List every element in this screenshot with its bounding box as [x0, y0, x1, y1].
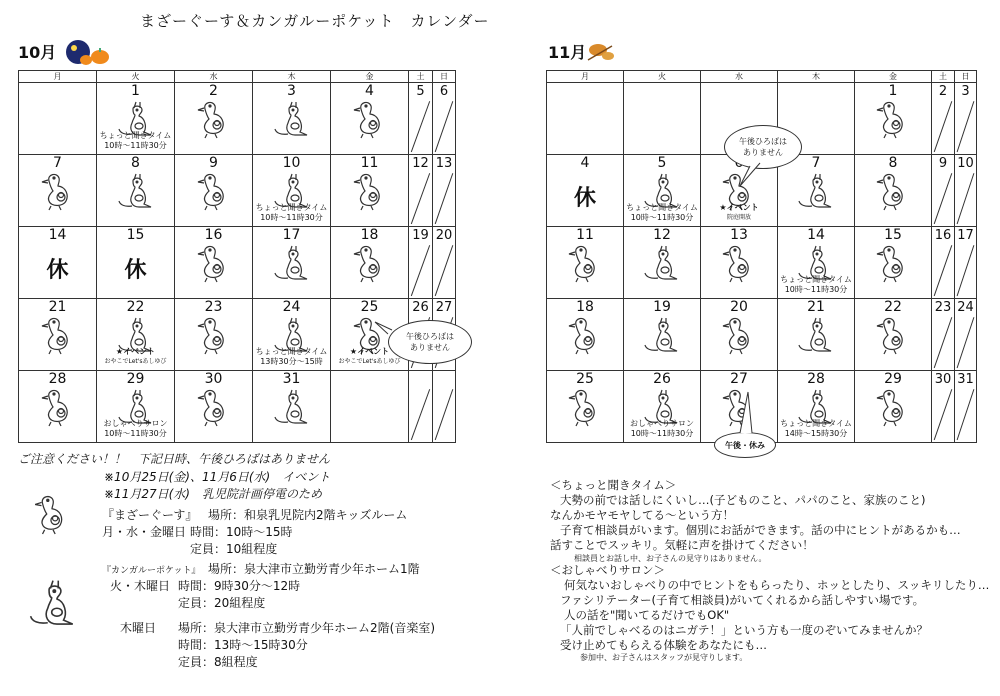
day-event-note [624, 203, 700, 223]
day-event-note [97, 419, 174, 439]
day-number: 4 [580, 155, 590, 171]
halloween-icon [60, 38, 112, 66]
event-note-line: 14時～15時30分 [784, 429, 848, 438]
day-number: 18 [576, 299, 594, 315]
calendar-day-cell [547, 371, 624, 443]
event-note-line: ★イベント [719, 203, 759, 212]
calendar-day-cell [175, 227, 253, 299]
goose-character-icon [566, 387, 604, 427]
calendar-day-cell [778, 155, 855, 227]
kp-place-1: 場所：泉大津市立勤労青少年ホーム1階 [208, 562, 420, 576]
calendar-day-cell [331, 155, 409, 227]
calendar-day-cell [433, 155, 456, 227]
day-event-note [97, 347, 174, 367]
kangaroo-character-icon [28, 575, 78, 631]
day-number: 19 [653, 299, 671, 315]
event-note-line: 10時～11時30分 [784, 285, 848, 294]
day-number: 15 [126, 227, 145, 243]
day-number: 8 [131, 155, 140, 171]
calendar-day-cell [955, 155, 977, 227]
weekday-header: 土 [409, 71, 433, 83]
day-number: 26 [653, 371, 671, 387]
day-number: 20 [730, 299, 748, 315]
closed-day-slash [433, 155, 455, 226]
day-number: 22 [884, 299, 902, 315]
day-number: 21 [807, 299, 825, 315]
event-note-line: おやこでLet'sあしゆび [338, 358, 401, 365]
closed-day-slash [932, 83, 954, 154]
day-number: 31 [957, 372, 974, 387]
calendar-day-cell [253, 299, 331, 371]
day-number: 5 [657, 155, 667, 171]
calendar-day-cell [624, 227, 701, 299]
weekday-header: 金 [855, 71, 932, 83]
event-note-line: 10時～11時30分 [260, 213, 323, 222]
day-event-note [253, 347, 330, 367]
kp-capacity-1: 定員：20組程度 [178, 596, 266, 610]
calendar-day-cell [932, 299, 955, 371]
goose-character-icon [351, 243, 389, 283]
calendar-day-cell [253, 155, 331, 227]
chotto-line: 子育て相談員がいます。個別にお話ができます。話の中にヒントがあるかも… [560, 523, 961, 537]
closed-day-mark: 休 [573, 186, 596, 211]
day-number: 14 [48, 227, 67, 243]
calendar-day-cell [778, 299, 855, 371]
salon-line: 人の話を"聞いてるだけでもOK" [564, 608, 730, 622]
kp-time-2: 時間：13時～15時30分 [178, 638, 308, 652]
day-event-note [778, 275, 854, 295]
day-number: 7 [811, 155, 821, 171]
day-number: 30 [204, 371, 223, 387]
weekday-header: 日 [433, 71, 456, 83]
chotto-line: 話すことでスッキリ。気軽に声を掛けてください！ [550, 538, 814, 552]
nov-afternoon-closed-bubble [724, 125, 802, 169]
calendar-day-cell [624, 371, 701, 443]
day-number: 11 [576, 227, 594, 243]
bubble-line: ありません [743, 148, 783, 157]
calendar-day-cell [855, 227, 932, 299]
event-note-line: おしゃべりサロン [103, 419, 168, 428]
day-number: 24 [282, 299, 301, 315]
event-note-line: 院庭開放 [726, 214, 751, 221]
closed-day-slash [955, 227, 976, 298]
calendar-day-cell [331, 227, 409, 299]
kp-place-2: 場所：泉大津市立勤労青少年ホーム2階(音楽室) [178, 621, 435, 635]
goose-character-icon [720, 387, 758, 427]
day-number: 23 [934, 300, 952, 315]
event-note-line: 10時～11時30分 [104, 429, 167, 438]
calendar-day-cell [97, 155, 175, 227]
page-title: まざーぐーす＆カンガルーポケット カレンダー [140, 12, 490, 30]
calendar-day-cell [175, 155, 253, 227]
goose-character-icon [195, 99, 233, 139]
kangaroo-character-icon [643, 243, 681, 283]
closed-day-slash [409, 155, 432, 226]
calendar-day-cell [932, 83, 955, 155]
day-number: 17 [282, 227, 301, 243]
closed-day-slash [932, 155, 954, 226]
calendar-day-cell [409, 227, 433, 299]
kangaroo-character-icon [273, 387, 311, 427]
weekday-header: 木 [253, 71, 331, 83]
calendar-day-cell [955, 299, 977, 371]
calendar-day-cell [97, 227, 175, 299]
notice-line-1: ※10月25日(金)、11月6日(水) イベント [104, 470, 331, 484]
day-number: 23 [204, 299, 223, 315]
calendar-day-cell [547, 155, 624, 227]
closed-day-slash [955, 371, 976, 442]
notice-line-2: ※11月27日(水) 乳児院計画停電のため [104, 487, 322, 501]
goose-character-icon [32, 490, 72, 538]
kangaroo-character-icon [797, 315, 835, 355]
calendar-day-cell [855, 299, 932, 371]
closed-day-slash [433, 227, 455, 298]
weekday-header: 土 [932, 71, 955, 83]
bubble-line: ありません [410, 343, 450, 352]
calendar-week-row [19, 83, 456, 155]
day-number: 7 [53, 155, 62, 171]
day-number: 3 [961, 84, 970, 99]
oct-afternoon-closed-bubble [388, 320, 472, 364]
calendar-day-cell [932, 371, 955, 443]
goose-character-icon [566, 315, 604, 355]
day-number: 17 [957, 228, 974, 243]
bubble-line: 午後ひろばは [406, 332, 454, 341]
kangaroo-character-icon [643, 315, 681, 355]
chotto-note: 相談員とお話し中、お子さんの見守りはありません。 [574, 554, 767, 563]
day-number: 20 [435, 228, 453, 243]
goose-character-icon [195, 243, 233, 283]
calendar-day-cell [433, 227, 456, 299]
day-number: 25 [576, 371, 594, 387]
calendar-week-row [547, 227, 977, 299]
day-number: 16 [934, 228, 952, 243]
day-number: 10 [282, 155, 301, 171]
calendar-day-cell [932, 227, 955, 299]
calendar-day-cell [778, 227, 855, 299]
calendar-day-cell [955, 227, 977, 299]
weekday-header: 木 [778, 71, 855, 83]
calendar-day-cell [175, 83, 253, 155]
closed-day-slash [409, 227, 432, 298]
calendar-day-cell [433, 83, 456, 155]
goose-character-icon [39, 387, 77, 427]
event-note-line: ★イベント [349, 347, 390, 356]
day-number: 3 [287, 83, 296, 99]
calendar-day-cell [547, 83, 624, 155]
calendar-day-cell [932, 155, 955, 227]
salon-line: ファシリテーター(子育て相談員)がいてくれるから話しやすい場です。 [560, 593, 925, 607]
bubble-line: 午後ひろばは [739, 137, 787, 146]
calendar-day-cell [409, 371, 433, 443]
day-number: 25 [360, 299, 379, 315]
event-note-line: ちょっと聞きタイム [99, 131, 172, 140]
event-note-line: おしゃべりサロン [630, 419, 694, 428]
salon-heading: ＜おしゃべりサロン＞ [550, 563, 665, 577]
day-number: 13 [730, 227, 748, 243]
calendar-day-cell [97, 299, 175, 371]
goose-character-icon [566, 243, 604, 283]
calendar-day-cell [547, 299, 624, 371]
calendar-day-cell [701, 227, 778, 299]
closed-day-slash [433, 83, 455, 154]
event-note-line: 10時～11時30分 [104, 141, 167, 150]
closed-day-slash [932, 299, 954, 370]
weekday-header: 火 [624, 71, 701, 83]
calendar-day-cell [19, 155, 97, 227]
closed-day-mark: 休 [46, 258, 69, 283]
event-note-line: ★イベント [115, 347, 156, 356]
event-note-line: ちょっと聞きタイム [626, 203, 698, 212]
day-number: 27 [730, 371, 748, 387]
day-number: 19 [412, 228, 429, 243]
closed-day-slash [955, 155, 976, 226]
day-number: 30 [934, 372, 952, 387]
calendar-day-cell [701, 299, 778, 371]
day-number: 6 [439, 84, 449, 99]
kangaroo-character-icon [797, 171, 835, 211]
day-event-note [624, 419, 700, 439]
calendar-day-cell [19, 371, 97, 443]
chotto-heading: ＜ちょっと聞きタイム＞ [550, 478, 677, 492]
closed-day-slash [409, 371, 432, 442]
calendar-day-cell [624, 83, 701, 155]
day-number: 21 [48, 299, 67, 315]
calendar-day-cell [97, 83, 175, 155]
calendar-week-row [19, 155, 456, 227]
nov-afternoon-off-bubble: 午後・休み [714, 432, 776, 458]
calendar-day-cell [955, 83, 977, 155]
calendar-day-cell [19, 299, 97, 371]
goose-character-icon [874, 315, 912, 355]
goose-character-icon [195, 315, 233, 355]
closed-day-mark: 休 [124, 258, 147, 283]
event-note-line: ちょっと聞きタイム [780, 275, 852, 284]
day-number: 1 [888, 83, 898, 99]
mg-time: 時間：10時～15時 [190, 525, 293, 539]
calendar-day-cell [955, 371, 977, 443]
mg-days: 月・水・金曜日 [102, 525, 187, 539]
kp-time-1: 時間：9時30分～12時 [178, 579, 301, 593]
day-number: 26 [412, 300, 429, 315]
day-event-note [701, 203, 777, 223]
october-calendar [18, 70, 456, 443]
goose-character-icon [874, 387, 912, 427]
kp-days-2: 木曜日 [120, 621, 157, 635]
autumn-leaf-icon [586, 40, 616, 64]
day-number: 4 [365, 83, 374, 99]
goose-character-icon [351, 99, 389, 139]
day-event-note [253, 203, 330, 223]
kangaroo-character-icon [273, 99, 311, 139]
calendar-day-cell [778, 371, 855, 443]
goose-character-icon [195, 387, 233, 427]
calendar-day-cell [433, 371, 456, 443]
salon-line: 何気ないおしゃべりの中でヒントをもらったり、ホッとしたり、スッキリしたり… [564, 578, 990, 592]
closed-day-slash [409, 83, 432, 154]
salon-note: 参加中、お子さんはスタッフが見守りします。 [580, 653, 748, 662]
goose-character-icon [720, 243, 758, 283]
day-number: 22 [126, 299, 145, 315]
chotto-line: 大勢の前では話しにくいし…(子どものこと、パパのこと、家族のこと) [560, 493, 926, 507]
calendar-day-cell [409, 155, 433, 227]
calendar-day-cell [855, 83, 932, 155]
calendar-day-cell [624, 299, 701, 371]
closed-day-slash [955, 83, 976, 154]
november-label: 11月 [548, 43, 587, 62]
calendar-day-cell [331, 83, 409, 155]
goose-character-icon [351, 171, 389, 211]
day-number: 11 [360, 155, 379, 171]
day-event-note [97, 131, 174, 151]
closed-day-slash [932, 227, 954, 298]
day-number: 27 [435, 300, 453, 315]
event-note-line: おやこでLet'sあしゆび [104, 358, 167, 365]
day-number: 8 [888, 155, 898, 171]
weekday-header: 水 [701, 71, 778, 83]
kangaroo-character-icon [117, 171, 155, 211]
calendar-day-cell [19, 227, 97, 299]
kp-days-1: 火・木曜日 [110, 579, 171, 593]
day-number: 5 [416, 84, 425, 99]
day-number: 12 [653, 227, 671, 243]
calendar-day-cell [19, 83, 97, 155]
event-note-line: 10時～11時30分 [630, 213, 694, 222]
calendar-day-cell [331, 371, 409, 443]
chotto-line: なんかモヤモヤしてる～という方！ [550, 508, 734, 522]
salon-line: 「人前でしゃべるのはニガテ！」という方も一度のぞいてみませんか？ [560, 623, 928, 637]
closed-day-slash [932, 371, 954, 442]
mg-place: 場所：和泉乳児院内2階キッズルーム [208, 508, 408, 522]
day-number: 15 [884, 227, 902, 243]
calendar-day-cell [409, 83, 433, 155]
salon-line: 受け止めてもらえる体験をあなたにも… [560, 638, 767, 652]
day-number: 13 [435, 156, 453, 171]
mg-name: 『まざーぐーす』 [102, 508, 198, 522]
calendar-day-cell [175, 299, 253, 371]
goose-character-icon [39, 171, 77, 211]
calendar-day-cell [547, 227, 624, 299]
day-number: 14 [807, 227, 825, 243]
day-number: 2 [938, 84, 948, 99]
calendar-day-cell [253, 83, 331, 155]
day-number: 29 [126, 371, 145, 387]
day-number: 29 [884, 371, 902, 387]
event-note-line: ちょっと聞きタイム [780, 419, 852, 428]
calendar-day-cell [97, 371, 175, 443]
event-note-line: 10時～11時30分 [630, 429, 694, 438]
day-number: 31 [282, 371, 301, 387]
calendar-week-row [547, 371, 977, 443]
calendar-day-cell [175, 371, 253, 443]
day-number: 28 [807, 371, 825, 387]
day-number: 28 [48, 371, 67, 387]
goose-character-icon [720, 315, 758, 355]
day-number: 16 [204, 227, 223, 243]
goose-character-icon [39, 315, 77, 355]
calendar-week-row [19, 227, 456, 299]
notice-heading: ご注意ください！！ 下記日時、午後ひろばはありません [18, 452, 331, 466]
weekday-header: 月 [19, 71, 97, 83]
mg-capacity: 定員：10組程度 [190, 542, 278, 556]
day-number: 9 [209, 155, 218, 171]
kangaroo-character-icon [273, 243, 311, 283]
day-number: 10 [957, 156, 974, 171]
calendar-week-row [547, 299, 977, 371]
goose-character-icon [874, 243, 912, 283]
weekday-header: 月 [547, 71, 624, 83]
goose-character-icon [874, 171, 912, 211]
goose-character-icon [874, 99, 912, 139]
calendar-week-row [19, 371, 456, 443]
day-number: 2 [209, 83, 218, 99]
closed-day-slash [433, 371, 455, 442]
event-note-line: 13時30分～15時 [260, 357, 323, 366]
weekday-header: 火 [97, 71, 175, 83]
calendar-day-cell [253, 227, 331, 299]
closed-day-slash [955, 299, 976, 370]
day-number: 12 [412, 156, 429, 171]
weekday-header: 金 [331, 71, 409, 83]
kp-name: 『カンガルーポケット』 [102, 566, 201, 576]
event-note-line: ちょっと聞きタイム [255, 347, 328, 356]
weekday-header: 日 [955, 71, 977, 83]
day-number: 1 [131, 83, 140, 99]
day-number: 24 [957, 300, 974, 315]
event-note-line: ちょっと聞きタイム [255, 203, 328, 212]
calendar-day-cell [855, 155, 932, 227]
kp-capacity-2: 定員：8組程度 [178, 655, 258, 669]
day-number: 9 [938, 156, 948, 171]
october-label: 10月 [18, 43, 57, 62]
calendar-day-cell [855, 371, 932, 443]
day-number: 18 [360, 227, 379, 243]
calendar-day-cell [624, 155, 701, 227]
day-event-note [778, 419, 854, 439]
calendar-day-cell [253, 371, 331, 443]
weekday-header: 水 [175, 71, 253, 83]
goose-character-icon [195, 171, 233, 211]
